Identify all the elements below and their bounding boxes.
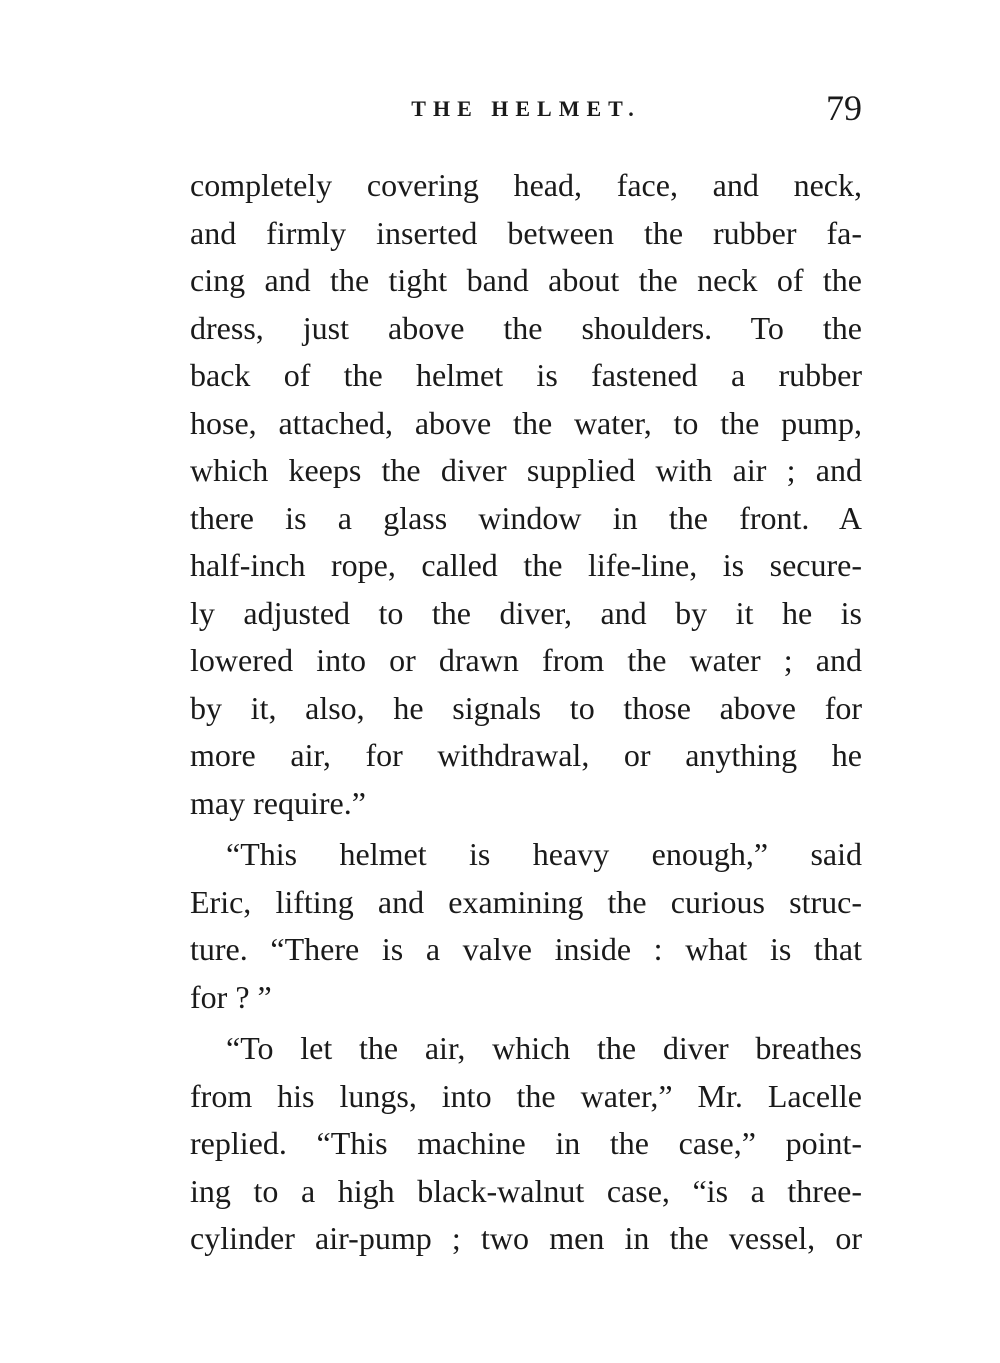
body-text (190, 162, 862, 1263)
text-line: completely covering head, face, and neck, (190, 167, 862, 203)
text-line: lowered into or drawn from the water ; and (190, 642, 862, 678)
running-head (190, 88, 862, 132)
paragraph (190, 831, 862, 1021)
text-line: cing and the tight band about the neck of the (190, 262, 862, 298)
text-line: from his lungs, into the water,” Mr. Lacelle (190, 1077, 862, 1114)
text-line: more air, for withdrawal, or anything he (190, 737, 862, 773)
text-line: and firmly inserted between the rubber fa- (190, 214, 862, 251)
text-line: replied. “This machine in the case,” point- (190, 1125, 862, 1161)
text-line: ing to a high black-walnut case, “is a three- (190, 1172, 862, 1209)
text-line: which keeps the diver supplied with air ; and (190, 452, 862, 488)
page-number: 79 (826, 88, 862, 128)
text-line: back of the helmet is fastened a rubber (190, 357, 862, 393)
text-line: half-inch rope, called the life-line, is secure- (190, 547, 862, 583)
text-line: ture. “There is a valve inside : what is that (190, 931, 862, 967)
running-title: THE HELMET. (411, 96, 641, 121)
text-line: there is a glass window in the front. A (190, 499, 862, 536)
text-line: cylinder air-pump ; two men in the vessel, or (190, 1220, 862, 1256)
text-line: “To let the air, which the diver breathes (226, 1030, 862, 1066)
text-line: ly adjusted to the diver, and by it he is (190, 594, 862, 631)
text-line: may require.” (190, 784, 366, 821)
paragraph (190, 1025, 862, 1263)
text-line: “This helmet is heavy enough,” said (226, 836, 862, 872)
text-line: Eric, lifting and examining the curious struc- (190, 883, 862, 920)
text-line: by it, also, he signals to those above for (190, 689, 862, 726)
text-line: for ? ” (190, 978, 272, 1015)
text-line: dress, just above the shoulders. To the (190, 309, 862, 346)
text-line: hose, attached, above the water, to the pump, (190, 404, 862, 441)
paragraph (190, 162, 862, 827)
